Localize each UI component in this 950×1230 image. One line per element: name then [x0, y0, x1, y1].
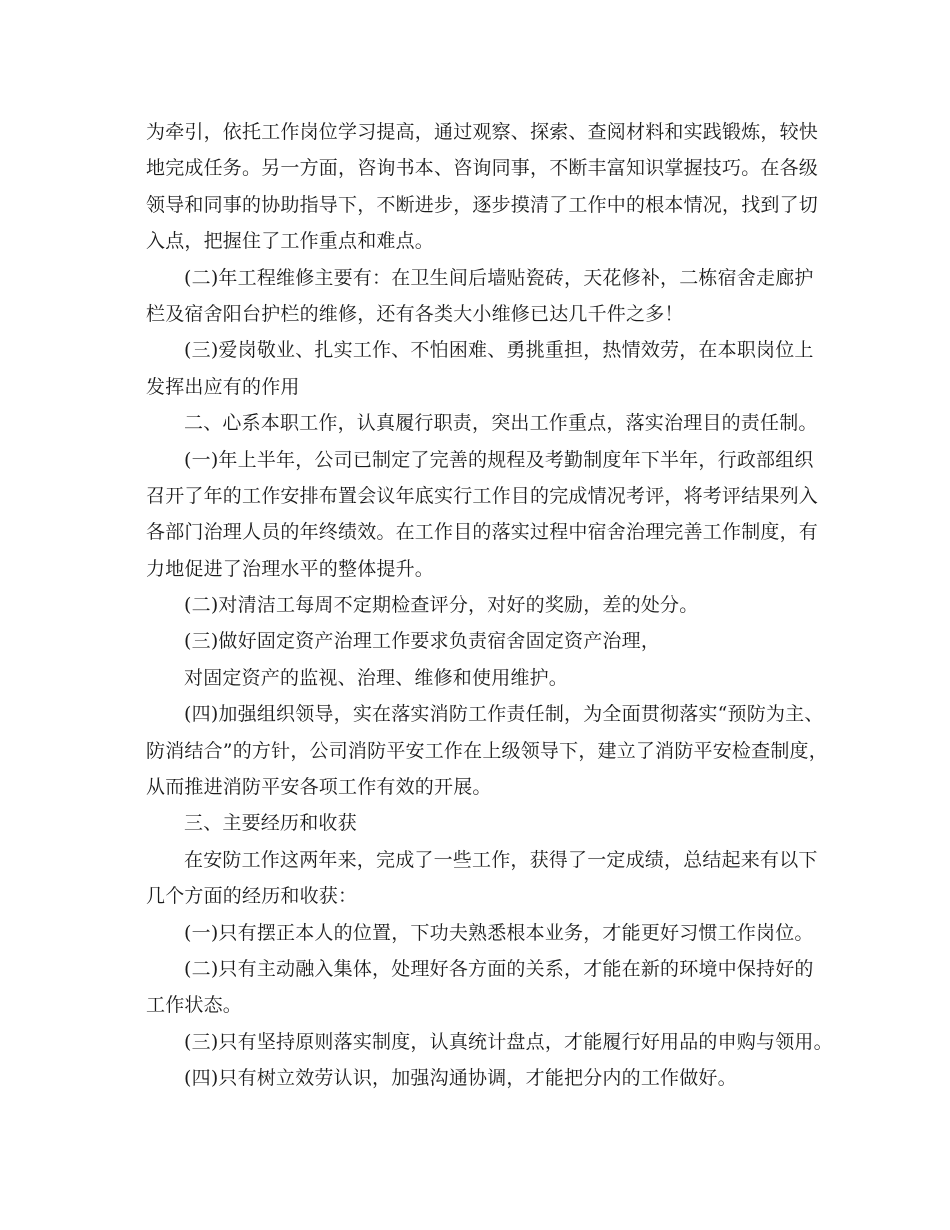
- text-line: 从而推进消防平安各项工作有效的开展。: [146, 776, 492, 799]
- text-line: 对固定资产的监视、治理、维修和使用维护。: [184, 666, 569, 689]
- text-line: (二)年工程维修主要有：在卫生间后墙贴瓷砖，天花修补，二栋宿舍走廊护: [184, 266, 814, 289]
- text-line: 在安防工作这两年来，完成了一些工作，获得了一定成绩，总结起来有以下: [184, 848, 818, 871]
- text-line: 二、心系本职工作，认真履行职责，突出工作重点，落实治理目的责任制。: [184, 412, 818, 435]
- text-line: (二)只有主动融入集体，处理好各方面的关系，才能在新的环境中保持好的: [184, 957, 814, 980]
- text-line: 力地促进了治理水平的整体提升。: [146, 557, 435, 580]
- text-line: 发挥出应有的作用: [146, 375, 300, 398]
- text-line: 召开了年的工作安排布置会议年底实行工作目的完成情况考评，将考评结果列入: [146, 484, 819, 507]
- text-line: 三、主要经历和收获: [184, 812, 357, 835]
- text-line: 工作状态。: [146, 994, 243, 1017]
- text-line: (四)加强组织领导，实在落实消防工作责任制，为全面贯彻落实“预防为主、: [184, 703, 824, 726]
- text-line: 防消结合”的方针，公司消防平安工作在上级领导下，建立了消防平安检查制度，: [146, 739, 828, 762]
- text-line: (三)做好固定资产治理工作要求负责宿舍固定资产治理，: [184, 630, 661, 653]
- text-line: 栏及宿舍阳台护栏的维修，还有各类大小维修已达几千件之多！: [146, 302, 684, 325]
- text-line: 为牵引，依托工作岗位学习提高，通过观察、探索、查阅材料和实践锻炼，较快: [146, 121, 819, 143]
- text-line: (四)只有树立效劳认识，加强沟通协调，才能把分内的工作做好。: [184, 1067, 737, 1090]
- text-line: 各部门治理人员的年终绩效。在工作目的落实过程中宿舍治理完善工作制度，有: [146, 521, 819, 544]
- text-line: (一)只有摆正本人的位置，下功夫熟悉根本业务，才能更好习惯工作岗位。: [184, 921, 814, 944]
- text-line: (一)年上半年，公司已制定了完善的规程及考勤制度年下半年，行政部组织: [184, 448, 814, 471]
- document-body: [146, 114, 833, 1097]
- text-line: (三)只有坚持原则落实制度，认真统计盘点，才能履行好用品的申购与领用。: [184, 1030, 833, 1053]
- text-line: (二)对清洁工每周不定期检查评分，对好的奖励，差的处分。: [184, 594, 699, 617]
- text-line: (三)爱岗敬业、扎实工作、不怕困难、勇挑重担，热情效劳，在本职岗位上: [184, 339, 814, 362]
- text-line: 地完成任务。另一方面，咨询书本、咨询同事，不断丰富知识掌握技巧。在各级: [146, 157, 819, 180]
- text-line: 领导和同事的协助指导下，不断进步，逐步摸清了工作中的根本情况，找到了切: [146, 193, 819, 216]
- text-line: 几个方面的经历和收获：: [146, 885, 358, 908]
- text-line: 入点，把握住了工作重点和难点。: [146, 230, 435, 253]
